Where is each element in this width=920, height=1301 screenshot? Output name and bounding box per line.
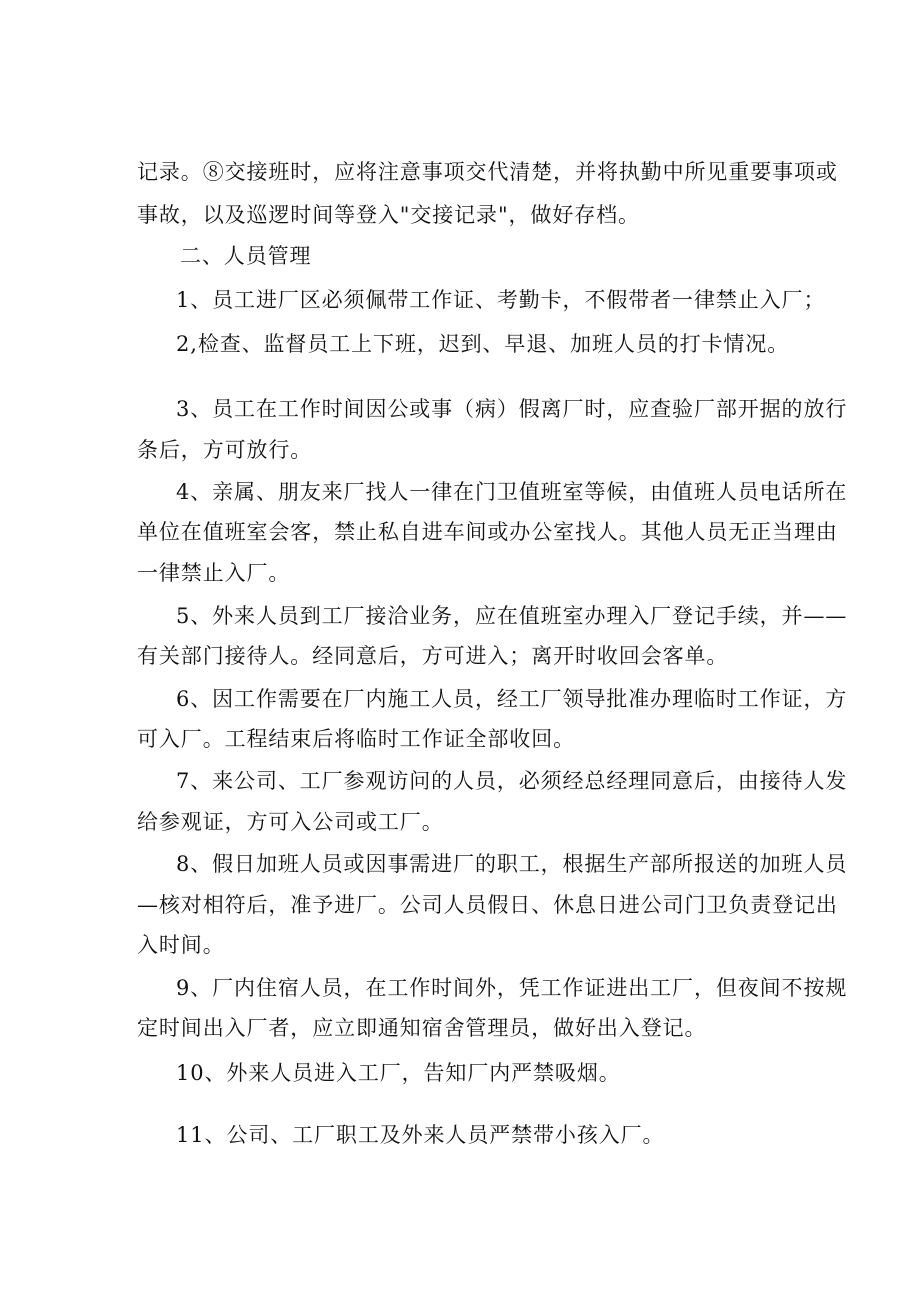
item-5-line-1: 5、外来人员到工厂接洽业务，应在值班室办理入厂登记手续，并—— [176, 604, 848, 628]
intro-line-2: 事故，以及巡逻时间等登入"交接记录"，做好存档。 [137, 203, 640, 227]
item-4-line-2: 单位在值班室会客，禁止私自进车间或办公室找人。其他人员无正当理由 [137, 520, 838, 544]
item-7-line-1: 7、来公司、工厂参观访问的人员，必须经总经理同意后，由接待人发 [176, 769, 848, 793]
section-heading: 二、人员管理 [180, 244, 312, 268]
item-4-line-1: 4、亲属、朋友来厂找人一律在门卫值班室等候，由值班人员电话所在 [176, 480, 848, 504]
item-4-line-3: 一律禁止入厂。 [137, 561, 291, 585]
item-10-line-1: 10、外来人员进入工厂，告知厂内严禁吸烟。 [176, 1061, 621, 1085]
item-11-line-1: 11、公司、工厂职工及外来人员严禁带小孩入厂。 [176, 1123, 665, 1147]
item-3-line-1: 3、员工在工作时间因公或事（病）假离厂时，应查验厂部开据的放行 [176, 397, 848, 421]
item-1-line-1: 1、员工进厂区必须佩带工作证、考勤卡，不假带者一律禁止入厂； [176, 288, 826, 312]
item-8-line-1: 8、假日加班人员或因事需进厂的职工，根据生产部所报送的加班人员 [176, 852, 848, 876]
item-2-line-1: 2,检查、监督员工上下班，迟到、早退、加班人员的打卡情况。 [176, 332, 790, 356]
item-8-line-3: 入时间。 [137, 933, 225, 957]
item-6-line-2: 可入厂。工程结束后将临时工作证全部收回。 [137, 727, 575, 751]
item-9-line-1: 9、厂内住宿人员，在工作时间外，凭工作证进出工厂，但夜间不按规 [176, 976, 848, 1000]
item-7-line-2: 给参观证，方可入公司或工厂。 [137, 810, 444, 834]
item-5-line-2: 有关部门接待人。经同意后，方可进入；离开时收回会客单。 [137, 644, 729, 668]
intro-line-1: 记录。⑧交接班时，应将注意事项交代清楚，并将执勤中所见重要事项或 [137, 160, 838, 184]
item-6-line-1: 6、因工作需要在厂内施工人员，经工厂领导批准办理临时工作证，方 [176, 687, 848, 711]
item-8-line-2: —核对相符后，准予进厂。公司人员假日、休息日进公司门卫负责登记出 [137, 893, 838, 917]
item-3-line-2: 条后，方可放行。 [137, 438, 313, 462]
item-9-line-2: 定时间出入厂者，应立即通知宿舍管理员，做好出入登记。 [137, 1016, 707, 1040]
